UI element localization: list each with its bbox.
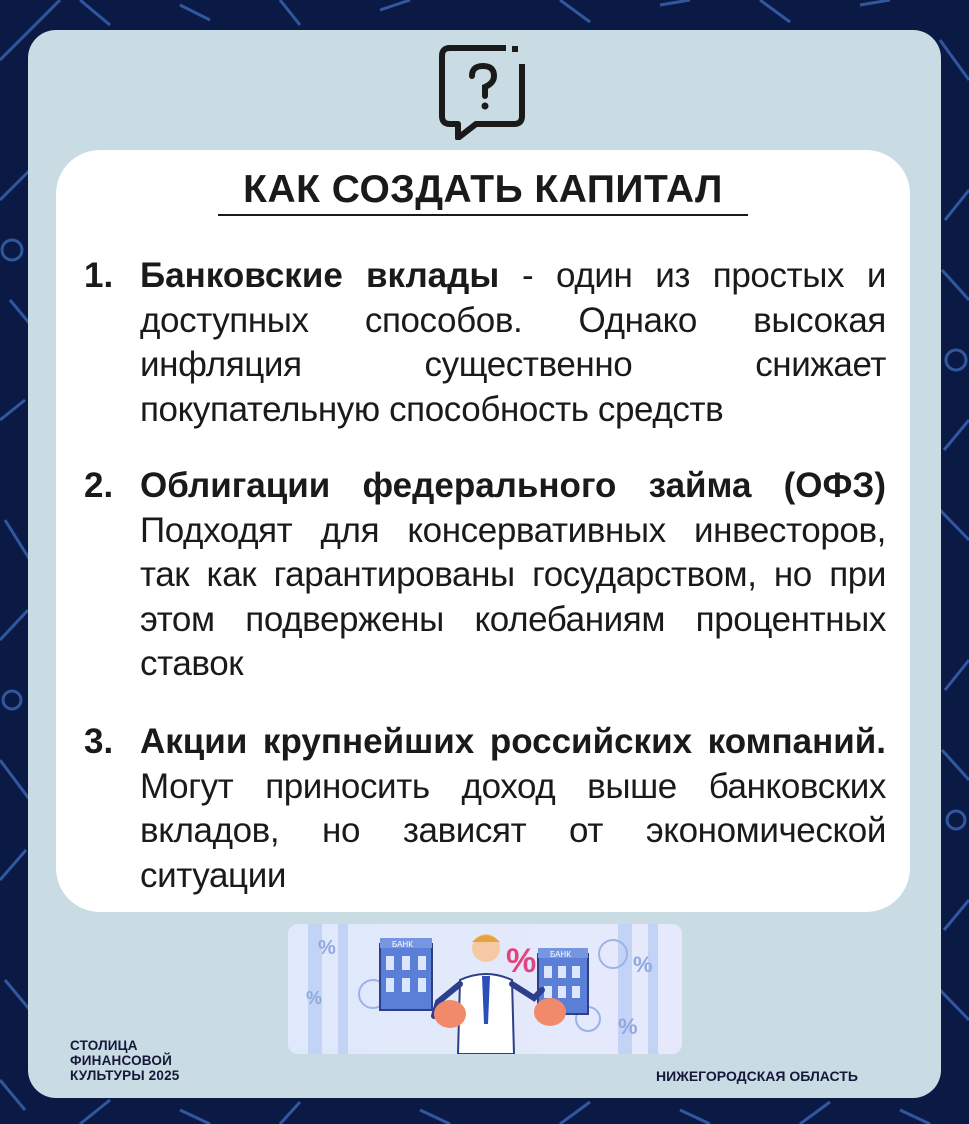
svg-text:%: % xyxy=(618,1014,638,1039)
svg-text:%: % xyxy=(633,952,653,977)
list-item-number: 2. xyxy=(84,466,114,505)
footer-brand-line: ФИНАНСОВОЙ xyxy=(70,1053,173,1068)
list-item-body: Подходят для консервативных инвесторов, так как гарантированы государством, но при этом подвержены колебаниям процентных ставок xyxy=(140,510,886,683)
title-underline xyxy=(218,214,748,216)
list-item-text xyxy=(140,720,886,898)
list-item xyxy=(84,254,886,432)
list-item-text xyxy=(140,464,886,687)
list-item-heading: Облигации федерального займа (ОФЗ) xyxy=(140,466,886,505)
svg-text:%: % xyxy=(306,988,323,1008)
investment-illustration xyxy=(288,924,682,1054)
svg-text:%: % xyxy=(318,937,336,959)
list-item-heading: Банковские вклады xyxy=(140,256,500,295)
bank-sign-right: БАНК xyxy=(550,950,571,959)
footer-region: НИЖЕГОРОДСКАЯ ОБЛАСТЬ xyxy=(656,1068,858,1084)
percent-sign: % xyxy=(506,942,537,980)
list-item-number: 3. xyxy=(84,722,114,761)
list-item-body: - один из простых и доступных способов. Однако высокая инфляция существенно снижает покупательную способность средств xyxy=(140,256,886,429)
list-item-body: Могут приносить доход выше банковских вкладов, но зависят от экономической ситуации xyxy=(140,766,886,895)
bank-sign-left: БАНК xyxy=(392,940,413,949)
list-item-number: 1. xyxy=(84,256,114,295)
footer-brand-line: СТОЛИЦА xyxy=(70,1038,138,1053)
list-item xyxy=(84,720,886,898)
footer-brand xyxy=(70,1038,180,1083)
list-item xyxy=(84,464,886,687)
list-item-text xyxy=(140,254,886,432)
question-bubble-icon xyxy=(436,42,534,140)
footer-brand-line: КУЛЬТУРЫ 2025 xyxy=(70,1068,180,1083)
page-title: КАК СОЗДАТЬ КАПИТАЛ xyxy=(243,168,723,211)
list-item-heading: Акции крупнейших российских компаний. xyxy=(140,722,886,761)
